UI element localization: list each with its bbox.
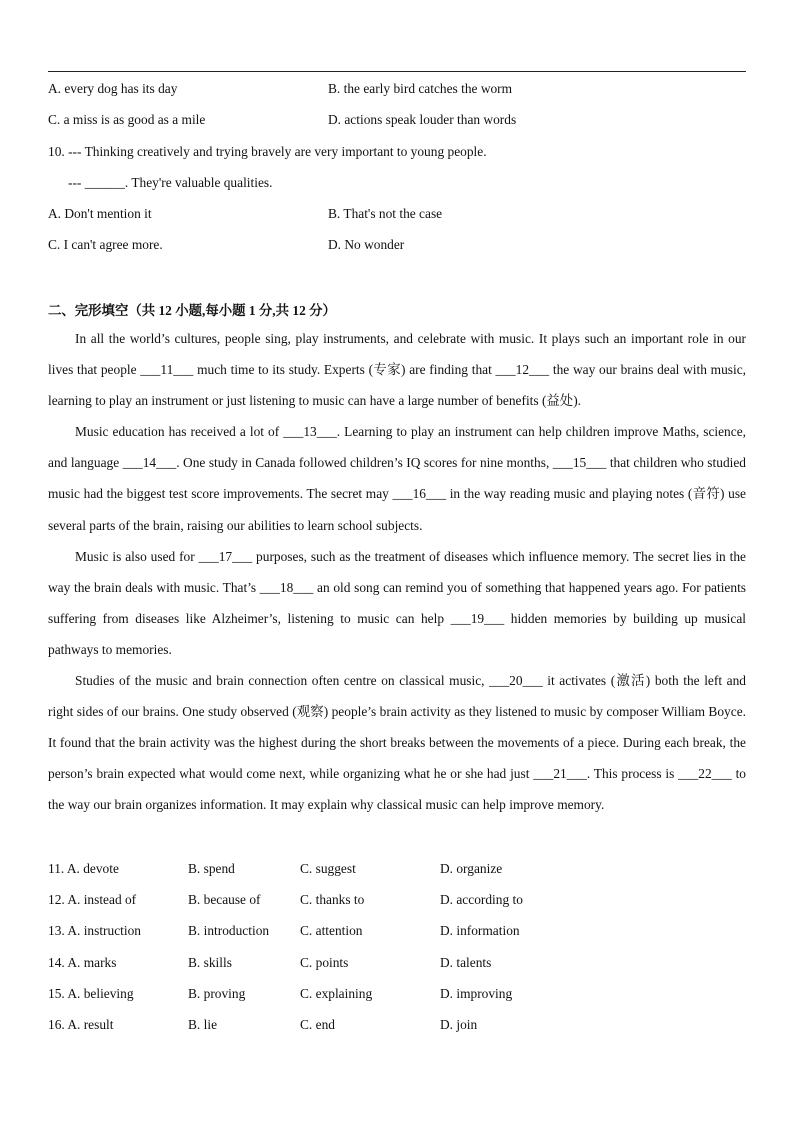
q9-option-d: D. actions speak louder than words: [328, 112, 517, 127]
option-a: 15. A. believing: [48, 986, 134, 1001]
option-c: C. points: [300, 955, 349, 970]
section-heading: 二、完形填空（共 12 小题,每小题 1 分,共 12 分）: [48, 303, 336, 318]
q9-option-b: B. the early bird catches the worm: [328, 81, 513, 96]
passage-paragraph-2: Music education has received a lot of ___13___. Learning to play an instrument can help children improve Maths, science, and language ___14___. One study in Canada followed children’s IQ scores for nine months, ___15___ that children who studied music had the biggest test score improvements. The secret may ___16___ in the way reading music and playing notes (音符) use several parts of the brain, raising our abilities to learn school subjects.: [48, 424, 746, 533]
option-a: 12. A. instead of: [48, 892, 137, 907]
passage-paragraph-1: In all the world’s cultures, people sing, play instruments, and celebrate with music. It plays such an important role in our lives that people ___11___ much time to its study. Experts (专家) are finding that ___12___ the way our brains deal with music, learning to play an instrument or just listening to music can have a large number of benefits (益处).: [48, 331, 746, 409]
option-d: D. talents: [440, 955, 492, 970]
q10-option-d: D. No wonder: [328, 237, 405, 252]
option-b: B. introduction: [188, 923, 270, 938]
cloze-passage: [48, 323, 746, 821]
q9-option-a: A. every dog has its day: [48, 81, 178, 96]
option-a: 16. A. result: [48, 1017, 114, 1032]
option-a: 14. A. marks: [48, 955, 117, 970]
option-a: 13. A. instruction: [48, 923, 141, 938]
option-b: B. skills: [188, 955, 232, 970]
q10-reply: --- ______. They're valuable qualities.: [68, 175, 273, 190]
option-b: B. spend: [188, 861, 235, 876]
option-d: D. according to: [440, 892, 523, 907]
option-c: C. thanks to: [300, 892, 365, 907]
option-b: B. proving: [188, 986, 246, 1001]
option-c: C. end: [300, 1017, 335, 1032]
option-a: 11. A. devote: [48, 861, 119, 876]
option-b: B. lie: [188, 1017, 218, 1032]
q10-option-a: A. Don't mention it: [48, 206, 152, 221]
option-d: D. information: [440, 923, 520, 938]
q10-option-b: B. That's not the case: [328, 206, 443, 221]
option-d: D. organize: [440, 861, 503, 876]
option-d: D. join: [440, 1017, 478, 1032]
option-b: B. because of: [188, 892, 261, 907]
option-d: D. improving: [440, 986, 513, 1001]
q10-option-c: C. I can't agree more.: [48, 237, 163, 252]
q10-stem: 10. --- Thinking creatively and trying bravely are very important to young people.: [48, 144, 487, 159]
option-c: C. attention: [300, 923, 363, 938]
q9-option-c: C. a miss is as good as a mile: [48, 112, 206, 127]
option-c: C. explaining: [300, 986, 373, 1001]
passage-paragraph-4: Studies of the music and brain connection often centre on classical music, ___20___ it activates (激活) both the left and right sides of our brains. One study observed (观察) people’s brain activity as they listened to music by composer William Boyce. It found that the brain activity was the highest during the short breaks between the movements of a piece. During each break, the person’s brain expected what would come next, while organizing what he or she had just ___21___. This process is ___22___ to the way our brain organizes information. It may explain why classical music can help improve memory.: [48, 673, 746, 813]
top-rule: [48, 71, 746, 72]
passage-paragraph-3: Music is also used for ___17___ purposes, such as the treatment of diseases which influence memory. The secret lies in the way the brain deals with music. That’s ___18___ an old song can remind you of something that happened years ago. For patients suffering from diseases like Alzheimer’s, listening to music can help ___19___ hidden memories by building up musical pathways to memories.: [48, 548, 746, 657]
option-c: C. suggest: [300, 861, 356, 876]
